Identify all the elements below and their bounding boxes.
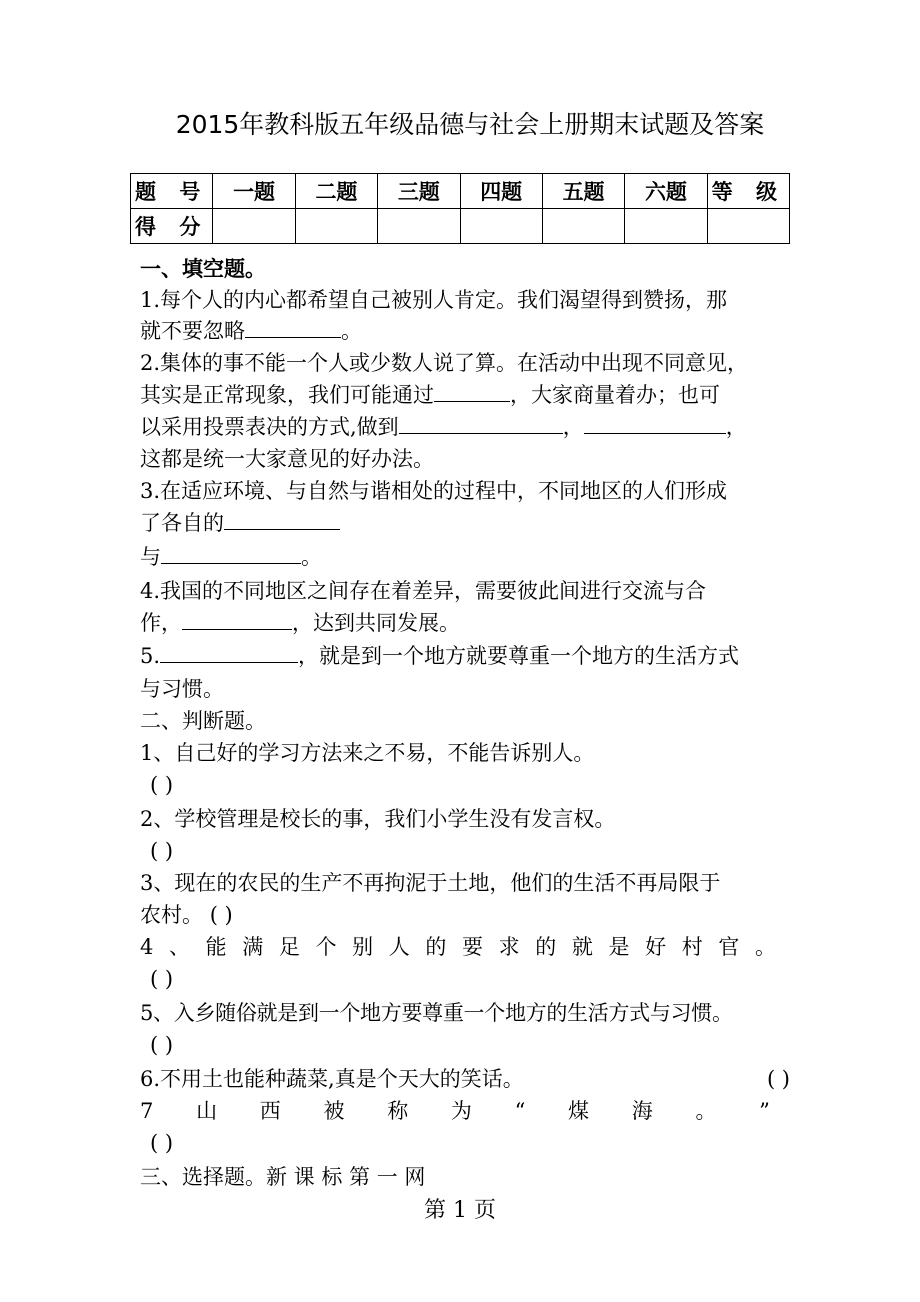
question-text: ， <box>725 415 747 439</box>
table-cell: 一题 <box>213 174 295 209</box>
question-char: “ <box>514 1099 526 1123</box>
question-text: 4.我国的不同地区之间存在着差异，需要彼此间进行交流与合 <box>140 579 707 603</box>
question-line <box>140 540 790 574</box>
question-text: 2.集体的事不能一个人或少数人说了算。在活动中出现不同意见， <box>140 351 749 375</box>
table-cell-empty <box>378 209 460 244</box>
question-text: 作， <box>140 611 182 635</box>
question-text: ，就是到一个地方就要尊重一个地方的生活方式 <box>298 644 740 668</box>
question-text: 5、入乡随俗就是到一个地方要尊重一个地方的生活方式与习惯。 <box>140 1001 733 1025</box>
question-line <box>140 639 790 673</box>
section-heading: 三、选择题。新 课 标 第 一 网 <box>140 1165 426 1189</box>
question-char: 满 <box>242 935 264 959</box>
answer-parentheses: ( ) <box>766 1067 790 1091</box>
question-char: 好 <box>645 935 667 959</box>
question-char: 山 <box>196 1099 218 1123</box>
question-char: 。 <box>755 935 776 959</box>
question-char: 7 <box>140 1099 154 1123</box>
question-char: 求 <box>498 935 520 959</box>
question-char: 西 <box>259 1099 281 1123</box>
question-char: 。 <box>695 1099 717 1123</box>
question-char: 、 <box>169 935 190 959</box>
answer-parentheses: ( ) <box>150 1131 174 1155</box>
answer-parentheses: ( ) <box>150 839 174 863</box>
answer-blank <box>399 411 563 434</box>
question-text: 2、学校管理是校长的事，我们小学生没有发言权。 <box>140 807 616 831</box>
question-line <box>140 898 790 932</box>
table-cell-empty <box>460 209 542 244</box>
answer-blank <box>434 379 510 402</box>
table-cell-empty <box>542 209 624 244</box>
question-text: 与 <box>140 545 161 569</box>
question-char: 就 <box>571 935 593 959</box>
question-text: 农村。 <box>140 903 203 927</box>
question-text: ， <box>562 415 584 439</box>
question-text: 与习惯。 <box>140 677 224 701</box>
question-char: 称 <box>387 1099 409 1123</box>
answer-parentheses: ( ) <box>150 773 174 797</box>
question-text: 这都是统一大家意见的好办法。 <box>140 447 434 471</box>
question-char: 被 <box>323 1099 345 1123</box>
question-text: 。 <box>341 319 362 343</box>
table-cell: 得 分 <box>131 209 213 244</box>
answer-blank <box>160 640 298 663</box>
question-char: 的 <box>535 935 557 959</box>
page-footer: 第 1 页 <box>424 1198 496 1223</box>
question-text: 以采用投票表决的方式,做到 <box>140 415 399 439</box>
table-cell: 六题 <box>625 174 707 209</box>
question-char: 是 <box>608 935 630 959</box>
answer-blank <box>182 607 292 630</box>
answer-blank <box>161 541 301 564</box>
question-text: ，达到共同发展。 <box>292 611 460 635</box>
question-char: 能 <box>205 935 227 959</box>
question-char: 官 <box>718 935 740 959</box>
question-char: 要 <box>462 935 483 959</box>
table-cell: 三题 <box>378 174 460 209</box>
question-line <box>140 1062 790 1096</box>
question-text: 6.不用土也能种蔬菜,真是个天大的笑话。 <box>140 1067 524 1091</box>
answer-blank <box>224 507 340 530</box>
table-cell: 题 号 <box>131 174 213 209</box>
question-char: 4 <box>140 935 154 959</box>
table-cell: 二题 <box>295 174 377 209</box>
table-cell: 等 级 <box>707 174 789 209</box>
question-text: 1.每个人的内心都希望自己被别人肯定。我们渴望得到赞扬，那 <box>140 288 728 312</box>
question-char: 村 <box>681 935 703 959</box>
question-justified <box>140 930 776 964</box>
question-line <box>140 314 790 348</box>
page-title: 2015年教科版五年级品德与社会上册期末试题及答案 <box>175 110 765 139</box>
score-table-row <box>131 209 790 244</box>
answer-parentheses: ( ) <box>150 1033 174 1057</box>
section-heading: 一、填空题。 <box>140 257 266 281</box>
question-char: ” <box>759 1099 770 1123</box>
question-char: 为 <box>450 1099 472 1123</box>
question-text: 就不要忽略 <box>140 319 245 343</box>
table-cell: 五题 <box>542 174 624 209</box>
question-text: 3、现在的农民的生产不再拘泥于土地，他们的生活不再局限于 <box>140 871 721 895</box>
question-char: 海 <box>631 1099 653 1123</box>
question-text: 3.在适应环境、与自然与谐相处的过程中，不同地区的人们形成 <box>140 479 728 503</box>
question-text: 5. <box>140 644 161 668</box>
score-table-header-row <box>131 174 790 209</box>
question-line <box>140 506 790 540</box>
question-text: 1、自己好的学习方法来之不易，不能告诉别人。 <box>140 741 595 765</box>
question-text: 其实是正常现象，我们可能通过 <box>140 383 434 407</box>
question-line <box>140 378 790 412</box>
question-text: 。 <box>301 545 322 569</box>
answer-parentheses: ( ) <box>150 967 174 991</box>
question-char: 别 <box>352 935 374 959</box>
question-char: 人 <box>388 935 410 959</box>
section-heading: 二、判断题。 <box>140 709 266 733</box>
score-table <box>130 173 790 244</box>
question-char: 足 <box>278 935 300 959</box>
table-cell-empty <box>625 209 707 244</box>
question-text: 了各自的 <box>140 511 224 535</box>
question-char: 个 <box>315 935 337 959</box>
table-cell-empty <box>707 209 789 244</box>
question-char: 的 <box>425 935 447 959</box>
answer-blank <box>584 411 726 434</box>
table-cell: 四题 <box>460 174 542 209</box>
answer-parentheses: ( ) <box>209 903 233 927</box>
question-text: ，大家商量着办；也可 <box>510 383 720 407</box>
answer-blank <box>245 315 341 338</box>
question-justified <box>140 1094 770 1128</box>
table-cell-empty <box>213 209 295 244</box>
question-line <box>140 410 790 444</box>
question-char: 煤 <box>568 1099 590 1123</box>
table-cell-empty <box>295 209 377 244</box>
question-line <box>140 606 790 640</box>
